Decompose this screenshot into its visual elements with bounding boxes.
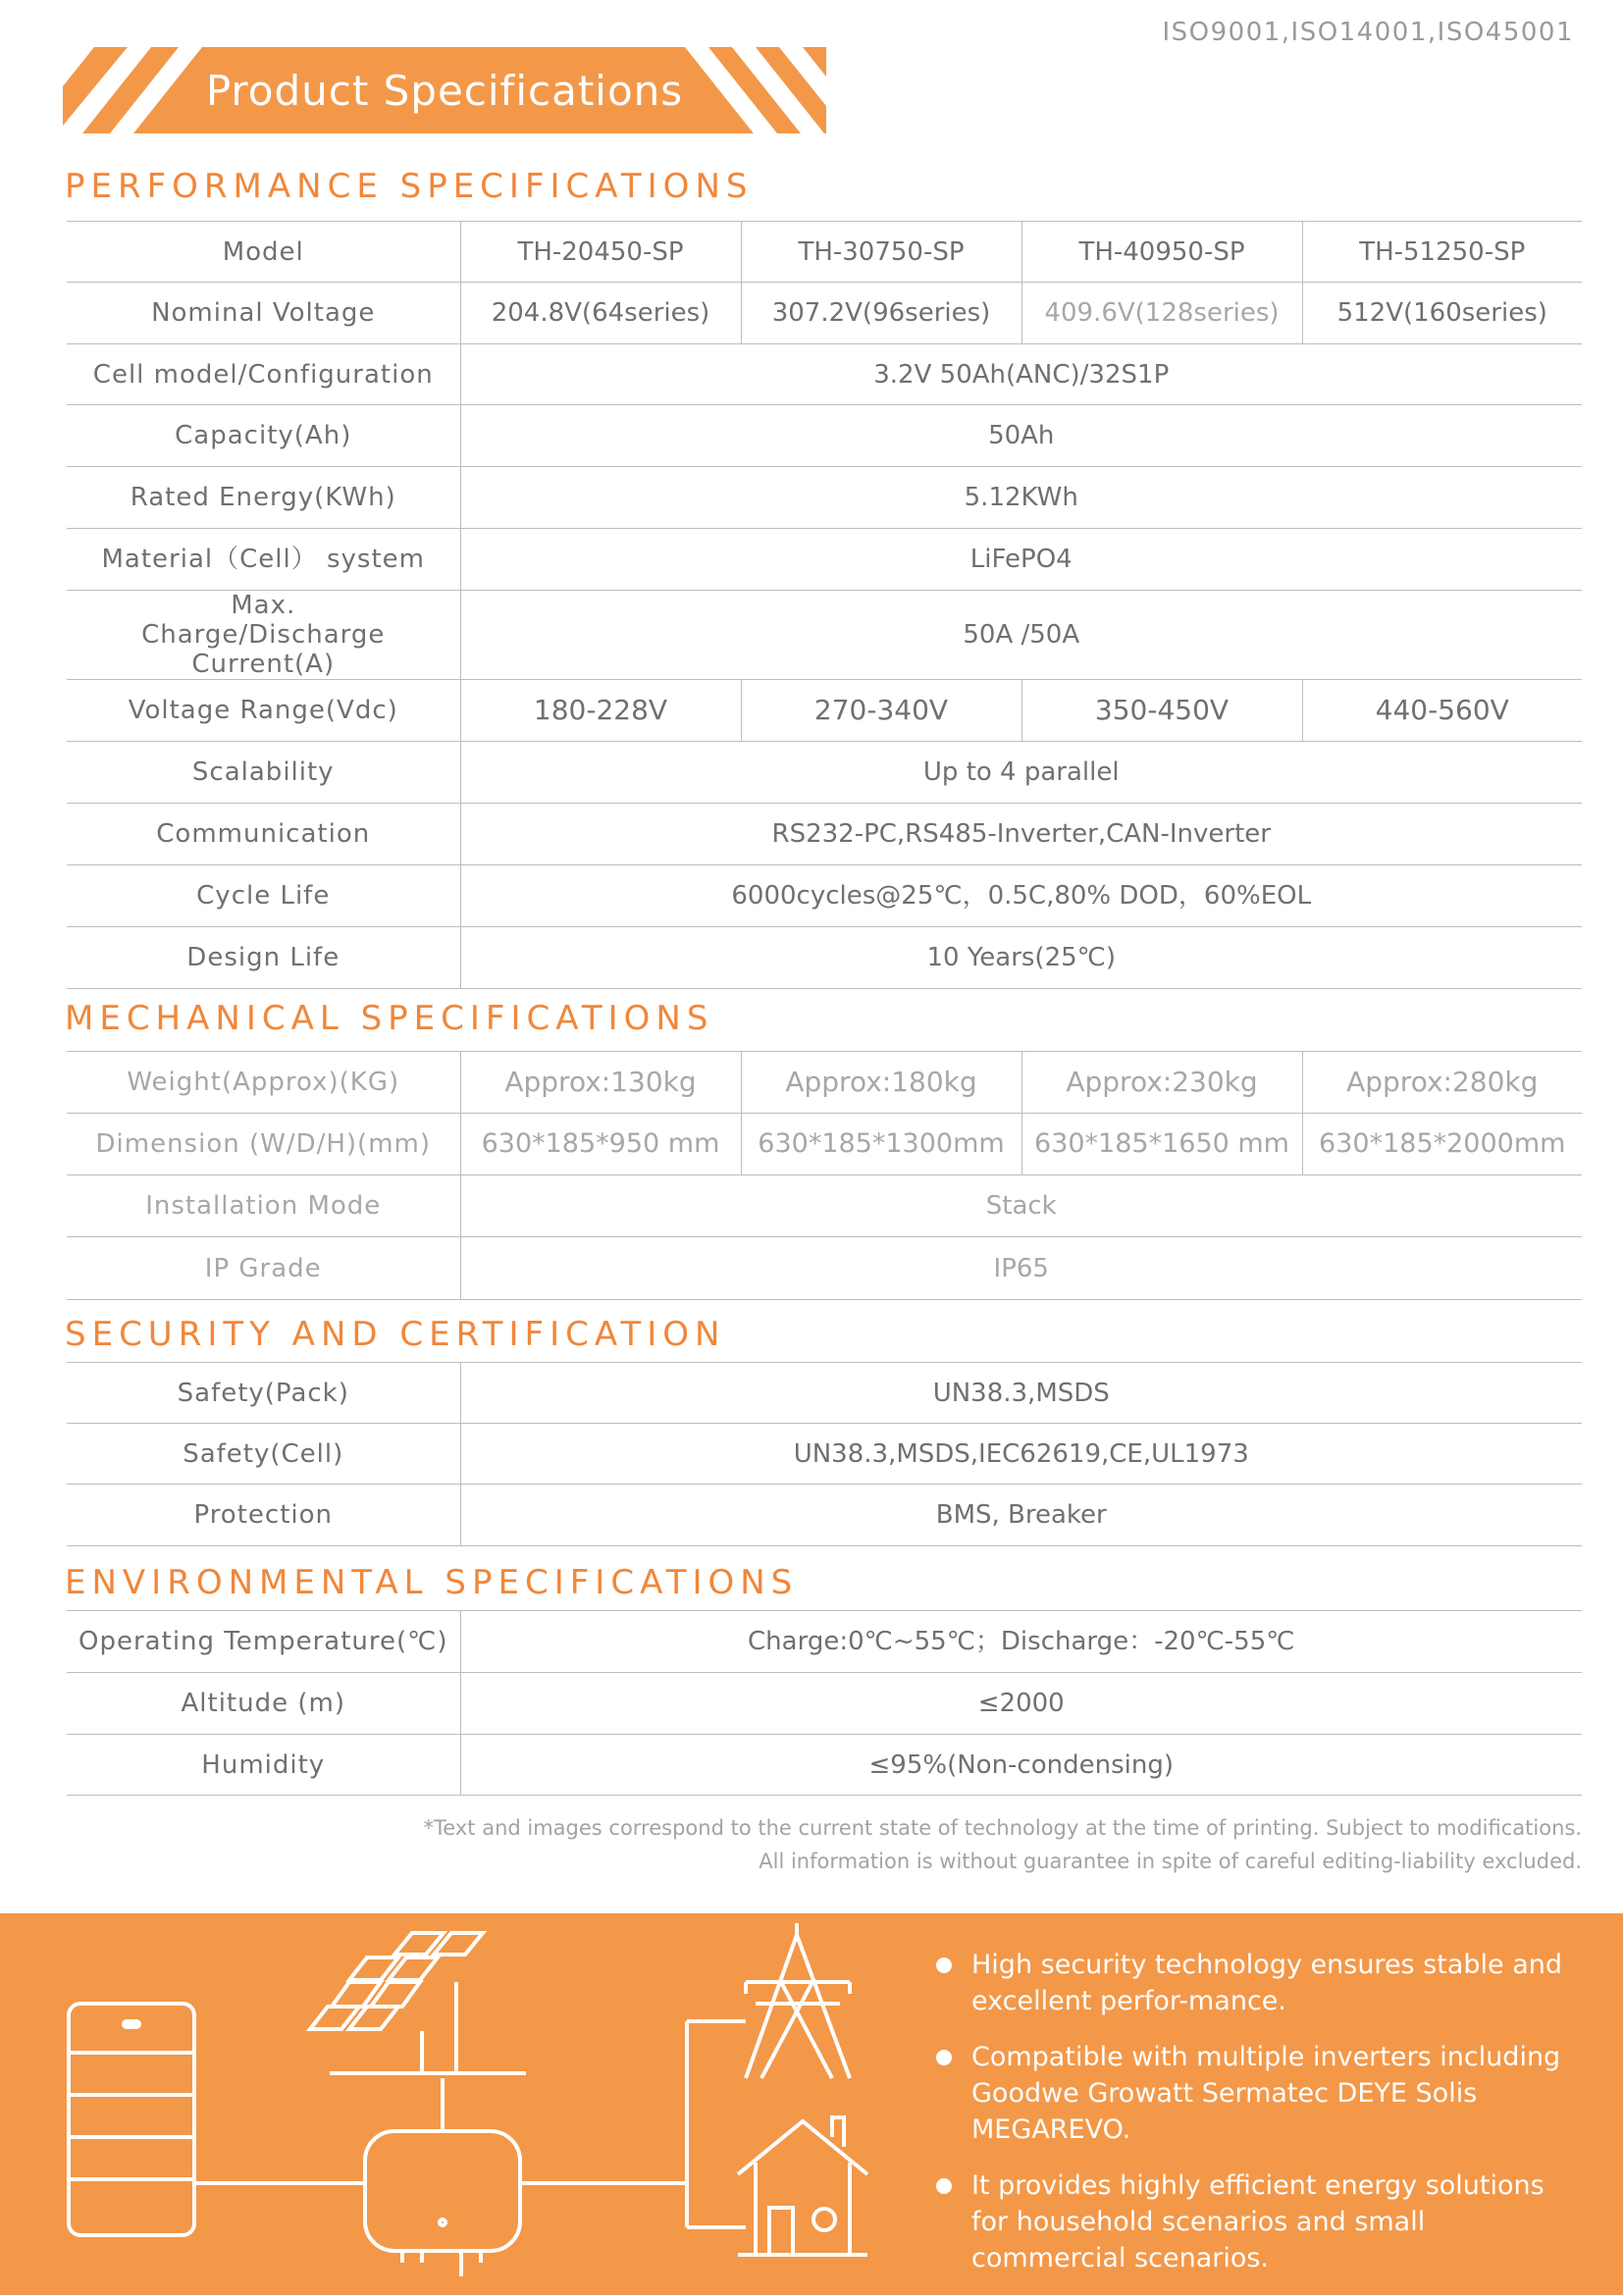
humidity-value: ≤95%(Non-condensing) [460,1735,1582,1796]
model-3: TH-40950-SP [1021,222,1302,283]
footer-panel [0,1913,1623,2295]
design-life-label: Design Life [67,927,460,989]
design-life-value: 10 Years(25℃) [460,927,1582,989]
installation-label: Installation Mode [67,1175,460,1237]
row-max-current [67,591,1582,680]
bullet-dot-icon [936,1957,952,1973]
mechanical-table [67,1051,1582,1300]
max-current-value: 50A /50A [460,591,1582,680]
cycle-life-value: 6000cycles@25℃，0.5C,80% DOD，60%EOL [460,865,1582,927]
energy-system-illustration [0,1913,922,2295]
banner-title: Product Specifications [205,66,684,115]
row-nominal-voltage [67,283,1582,344]
row-cell-config [67,344,1582,405]
row-operating-temp [67,1611,1582,1673]
certifications: ISO9001,ISO14001,ISO45001 [1162,18,1574,47]
voltage-range-label: Voltage Range(Vdc) [67,680,460,742]
model-2: TH-30750-SP [741,222,1021,283]
security-table [67,1362,1582,1546]
voltage-range-3: 350-450V [1021,680,1302,742]
battery-stack-icon [69,2004,194,2235]
house-icon [738,2117,867,2255]
dimension-2: 630*185*1300mm [741,1114,1021,1175]
communication-label: Communication [67,804,460,865]
row-ip-grade [67,1237,1582,1300]
mechanical-title: MECHANICAL SPECIFICATIONS [65,999,714,1038]
feature-bullet-1 [932,1947,1570,2019]
ip-grade-value: IP65 [460,1237,1582,1300]
row-installation [67,1175,1582,1237]
model-4: TH-51250-SP [1302,222,1582,283]
weight-label: Weight(Approx)(KG) [67,1052,460,1114]
row-safety-pack [67,1363,1582,1424]
material-label: Material（Cell） system [67,529,460,591]
protection-label: Protection [67,1485,460,1546]
safety-cell-label: Safety(Cell) [67,1424,460,1485]
feature-bullet-3 [932,2167,1570,2276]
scalability-label: Scalability [67,742,460,804]
safety-pack-value: UN38.3,MSDS [460,1363,1582,1424]
installation-value: Stack [460,1175,1582,1237]
dimension-label: Dimension (W/D/H)(mm) [67,1114,460,1175]
altitude-label: Altitude (m) [67,1673,460,1735]
row-model [67,222,1582,283]
scalability-value: Up to 4 parallel [460,742,1582,804]
power-tower-icon [746,1923,850,2078]
communication-value: RS232-PC,RS485-Inverter,CAN-Inverter [460,804,1582,865]
rated-energy-label: Rated Energy(KWh) [67,467,460,529]
row-design-life [67,927,1582,989]
voltage-range-4: 440-560V [1302,680,1582,742]
capacity-value: 50Ah [460,405,1582,467]
title-banner [63,47,826,133]
feature-text-1: High security technology ensures stable and excellent perfor-mance. [971,1950,1563,2016]
disclaimer-line-1: *Text and images correspond to the current state of technology at the time of printing. Subject to modifications. [423,1816,1582,1840]
inverter-icon [365,2131,520,2276]
cell-config-label: Cell model/Configuration [67,344,460,405]
environmental-title: ENVIRONMENTAL SPECIFICATIONS [65,1563,799,1602]
nominal-voltage-4: 512V(160series) [1302,283,1582,344]
model-1: TH-20450-SP [460,222,741,283]
row-material [67,529,1582,591]
row-voltage-range [67,680,1582,742]
cell-config-value: 3.2V 50Ah(ANC)/32S1P [460,344,1582,405]
row-rated-energy [67,467,1582,529]
weight-2: Approx:180kg [741,1052,1021,1114]
feature-text-2: Compatible with multiple inverters including Goodwe Growatt Sermatec DEYE Solis MEGAREVO. [971,2042,1561,2145]
feature-bullets [932,1947,1570,2296]
voltage-range-1: 180-228V [460,680,741,742]
performance-title: PERFORMANCE SPECIFICATIONS [65,167,754,206]
dimension-4: 630*185*2000mm [1302,1114,1582,1175]
rated-energy-value: 5.12KWh [460,467,1582,529]
row-altitude [67,1673,1582,1735]
performance-table [67,221,1582,989]
bullet-dot-icon [936,2050,952,2065]
model-label: Model [67,222,460,283]
capacity-label: Capacity(Ah) [67,405,460,467]
protection-value: BMS, Breaker [460,1485,1582,1546]
row-protection [67,1485,1582,1546]
altitude-value: ≤2000 [460,1673,1582,1735]
nominal-voltage-2: 307.2V(96series) [741,283,1021,344]
row-humidity [67,1735,1582,1796]
nominal-voltage-label: Nominal Voltage [67,283,460,344]
environmental-table [67,1610,1582,1796]
weight-3: Approx:230kg [1021,1052,1302,1114]
nominal-voltage-3: 409.6V(128series) [1021,283,1302,344]
solar-panel-icon [310,1933,526,2073]
row-weight [67,1052,1582,1114]
bullet-dot-icon [936,2178,952,2194]
feature-text-3: It provides highly efficient energy solutions for household scenarios and small commercial scenarios. [971,2170,1544,2273]
safety-pack-label: Safety(Pack) [67,1363,460,1424]
ip-grade-label: IP Grade [67,1237,460,1300]
safety-cell-value: UN38.3,MSDS,IEC62619,CE,UL1973 [460,1424,1582,1485]
weight-4: Approx:280kg [1302,1052,1582,1114]
row-communication [67,804,1582,865]
feature-bullet-2 [932,2039,1570,2148]
security-title: SECURITY AND CERTIFICATION [65,1315,726,1354]
voltage-range-2: 270-340V [741,680,1021,742]
cycle-life-label: Cycle Life [67,865,460,927]
row-cycle-life [67,865,1582,927]
material-value: LiFePO4 [460,529,1582,591]
nominal-voltage-1: 204.8V(64series) [460,283,741,344]
row-safety-cell [67,1424,1582,1485]
disclaimer-note [424,1811,1582,1878]
disclaimer-line-2: All information is without guarantee in spite of careful editing-liability excluded. [759,1850,1582,1873]
weight-1: Approx:130kg [460,1052,741,1114]
row-scalability [67,742,1582,804]
max-current-label: Max. Charge/Discharge Current(A) [67,591,460,680]
operating-temp-value: Charge:0℃~55℃；Discharge：-20℃-55℃ [460,1611,1582,1673]
dimension-3: 630*185*1650 mm [1021,1114,1302,1175]
humidity-label: Humidity [67,1735,460,1796]
row-dimension [67,1114,1582,1175]
row-capacity [67,405,1582,467]
dimension-1: 630*185*950 mm [460,1114,741,1175]
operating-temp-label: Operating Temperature(℃) [67,1611,460,1673]
